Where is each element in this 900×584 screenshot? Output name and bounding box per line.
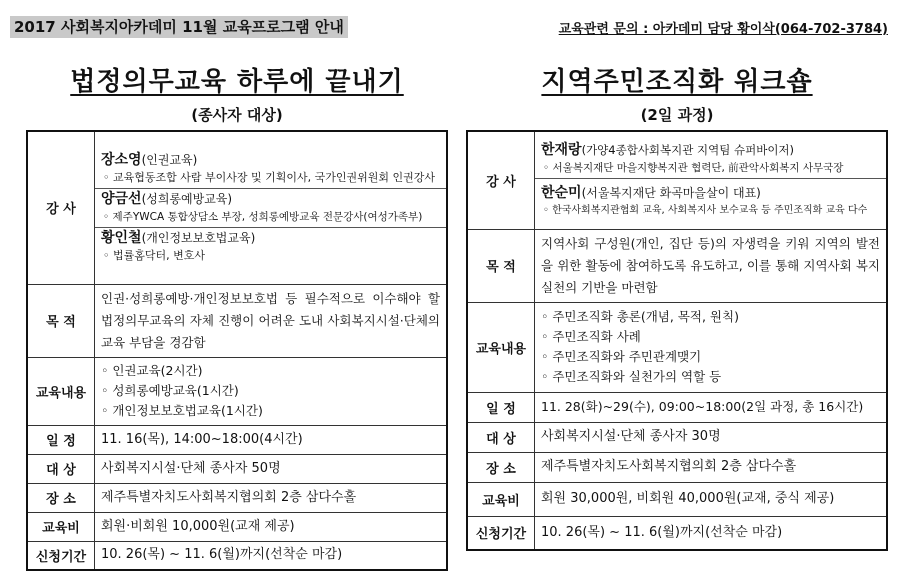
program-subtitle: (2일 과정)	[640, 106, 714, 124]
lecturer	[541, 140, 880, 160]
lecturer-role: (개인정보보호법교육)	[141, 230, 256, 245]
content-item: ◦ 주민조직화와 실천가의 역할 등	[541, 369, 722, 384]
label-schedule: 일 정	[27, 425, 95, 454]
label-target: 대 상	[467, 422, 535, 452]
program-table	[26, 130, 448, 571]
program-subtitle: (종사자 대상)	[191, 106, 283, 124]
label-fee: 교육비	[27, 512, 95, 541]
program-title: 지역주민조직화 워크숍	[541, 67, 813, 97]
lecturer	[541, 183, 880, 203]
lecturer	[101, 150, 440, 170]
period-text: 10. 26(목) ~ 11. 6(월)까지(선착순 마감)	[95, 541, 448, 570]
document-title: 2017 사회복지아카데미 11월 교육프로그램 안내	[10, 16, 348, 38]
lecturer-cell	[535, 131, 888, 229]
program-title: 법정의무교육 하루에 끝내기	[70, 67, 404, 97]
content-item: ◦ 성희롱예방교육(1시간)	[101, 383, 239, 398]
target-text: 사회복지시설·단체 종사자 30명	[535, 422, 888, 452]
place-text: 제주특별자치도사회복지협의회 2층 삼다수홀	[535, 452, 888, 482]
lecturer-name: 양금선	[101, 190, 142, 207]
content-list	[95, 357, 448, 425]
content-item: ◦ 주민조직화 총론(개념, 목적, 원칙)	[541, 309, 739, 324]
lecturer-role: (가양4종합사회복지관 지역팀 슈퍼바이저)	[581, 142, 795, 157]
lecturer-role: (성희롱예방교육)	[141, 191, 233, 206]
lecturer-desc: ◦ 한국사회복지관협회 교육, 사회복지사 보수교육 등 주민조직화 교육 다수	[543, 204, 868, 216]
lecturer-desc: ◦ 교육협동조합 사람 부이사장 및 기획이사, 국가인권위원회 인권강사	[95, 170, 446, 189]
label-lecturer: 강 사	[27, 131, 95, 284]
purpose-text: 지역사회 구성원(개인, 집단 등)의 자생력을 키워 지역의 발전을 위한 활동에 참여하도록 유도하고, 이를 통해 지역사회 복지실천의 기반을 마련함	[535, 229, 888, 302]
program-left	[26, 66, 448, 571]
lecturer-role: (인권교육)	[141, 152, 198, 167]
target-text: 사회복지시설·단체 종사자 50명	[95, 454, 448, 483]
fee-text: 회원·비회원 10,000원(교재 제공)	[95, 512, 448, 541]
lecturer	[101, 189, 440, 209]
contact-info: 교육관련 문의 : 아카데미 담당 황이삭(064-702-3784)	[558, 22, 888, 37]
label-content: 교육내용	[27, 357, 95, 425]
schedule-text: 11. 16(목), 14:00~18:00(4시간)	[95, 425, 448, 454]
label-purpose: 목 적	[467, 229, 535, 302]
lecturer	[101, 228, 440, 248]
schedule-text: 11. 28(화)~29(수), 09:00~18:00(2일 과정, 총 16시간)	[535, 392, 888, 422]
label-schedule: 일 정	[467, 392, 535, 422]
program-table	[466, 130, 888, 551]
label-period: 신청기간	[27, 541, 95, 570]
content-item: ◦ 주민조직화와 주민관계맺기	[541, 349, 702, 364]
label-purpose: 목 적	[27, 284, 95, 357]
lecturer-role: (서울복지재단 화곡마을살이 대표)	[581, 185, 761, 200]
lecturer-desc: ◦ 제주YWCA 통합상담소 부장, 성희롱예방교육 전문강사(여성가족부)	[95, 209, 446, 228]
label-place: 장 소	[27, 483, 95, 512]
purpose-text: 인권·성희롱예방·개인정보보호법 등 필수적으로 이수해야 할 법정의무교육의 자체 진행이 어려운 도내 사회복지시설·단체의 교육 부담을 경감함	[95, 284, 448, 357]
lecturer-name: 한재랑	[541, 141, 582, 158]
period-text: 10. 26(목) ~ 11. 6(월)까지(선착순 마감)	[535, 516, 888, 550]
fee-text: 회원 30,000원, 비회원 40,000원(교재, 중식 제공)	[535, 482, 888, 516]
place-text: 제주특별자치도사회복지협의회 2층 삼다수홀	[95, 483, 448, 512]
program-right	[466, 66, 888, 551]
lecturer-desc: ◦ 법률홈닥터, 변호사	[103, 248, 205, 262]
lecturer-desc: ◦ 서울복지재단 마을지향복지관 협력단, 前관악사회복지 사무국장	[535, 160, 886, 179]
lecturer-name: 한순미	[541, 184, 582, 201]
label-content: 교육내용	[467, 302, 535, 392]
lecturer-name: 장소영	[101, 151, 142, 168]
label-target: 대 상	[27, 454, 95, 483]
label-period: 신청기간	[467, 516, 535, 550]
content-list	[535, 302, 888, 392]
content-item: ◦ 인권교육(2시간)	[101, 363, 203, 378]
label-lecturer: 강 사	[467, 131, 535, 229]
content-item: ◦ 개인정보보호법교육(1시간)	[101, 403, 263, 418]
lecturer-name: 황인철	[101, 229, 142, 246]
content-item: ◦ 주민조직화 사례	[541, 329, 641, 344]
lecturer-cell	[95, 131, 448, 284]
label-fee: 교육비	[467, 482, 535, 516]
label-place: 장 소	[467, 452, 535, 482]
